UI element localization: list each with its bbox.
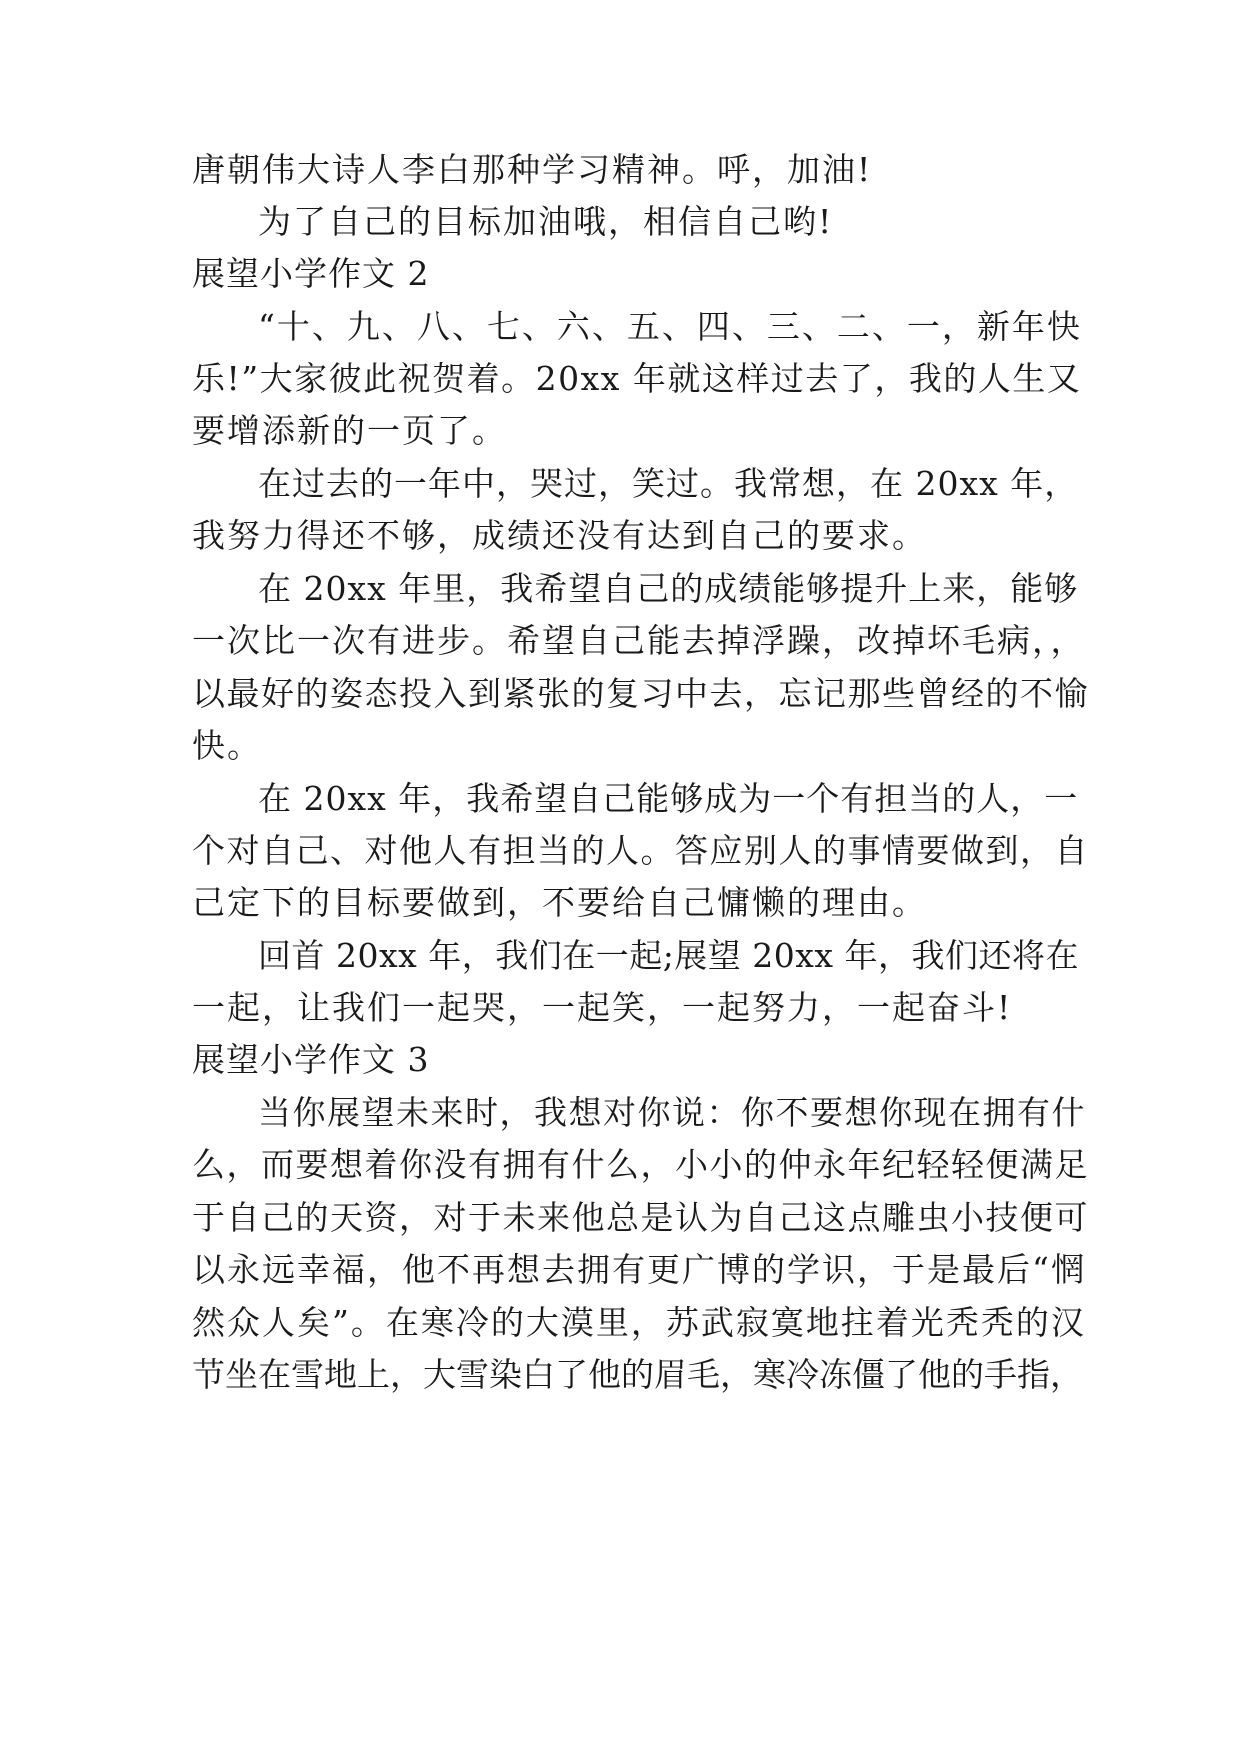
text-line: 一起，让我们一起哭，一起笑，一起努力，一起奋斗! <box>192 988 1013 1027</box>
text-line: 要增添新的一页了。 <box>192 411 507 450</box>
section-heading: 展望小学作文 2 <box>192 254 430 293</box>
text-line: 乐!”大家彼此祝贺着。20xx 年就这样过去了，我的人生又 <box>192 359 1082 398</box>
text-line: 以最好的姿态投入到紧张的复习中去，忘记那些曾经的不愉 <box>192 674 1089 713</box>
text-line: 在 20xx 年，我希望自己能够成为一个有担当的人，一 <box>258 779 1079 818</box>
text-line: 个对自己、对他人有担当的人。答应别人的事情要做到，自 <box>192 831 1089 870</box>
text-line: 己定下的目标要做到，不要给自己慵懒的理由。 <box>192 883 927 922</box>
text-line: 在过去的一年中，哭过，笑过。我常想，在 20xx 年， <box>258 464 1079 503</box>
text-line: 我努力得还不够，成绩还没有达到自己的要求。 <box>192 516 927 555</box>
text-line: 快。 <box>192 726 262 765</box>
text-line: 然众人矣”。在寒冷的大漠里，苏武寂寞地拄着光秃秃的汉 <box>192 1303 1086 1342</box>
text-line: 么，而要想着你没有拥有什么，小小的仲永年纪轻轻便满足 <box>192 1145 1089 1184</box>
text-line: 唐朝伟大诗人李白那种学习精神。呼，加油! <box>192 150 873 189</box>
text-line: 为了自己的目标加油哦，相信自己哟! <box>258 202 834 241</box>
text-line: 节坐在雪地上，大雪染白了他的眉毛，寒冷冻僵了他的手指， <box>192 1355 1083 1394</box>
section-heading: 展望小学作文 3 <box>192 1040 430 1079</box>
text-line: 于自己的天资，对于未来他总是认为自己这点雕虫小技便可 <box>192 1198 1089 1237</box>
text-line: 当你展望未来时，我想对你说：你不要想你现在拥有什 <box>258 1093 1086 1132</box>
text-line: “十、九、八、七、六、五、四、三、二、一，新年快 <box>258 307 1082 346</box>
text-line: 以永远幸福，他不再想去拥有更广博的学识，于是最后“惘 <box>192 1250 1086 1289</box>
text-line: 回首 20xx 年，我们在一起;展望 20xx 年，我们还将在 <box>258 936 1080 975</box>
text-line: 一次比一次有进步。希望自己能去掉浮躁，改掉坏毛病，， <box>192 621 1086 660</box>
text-line: 在 20xx 年里，我希望自己的成绩能够提升上来，能够 <box>258 569 1079 608</box>
